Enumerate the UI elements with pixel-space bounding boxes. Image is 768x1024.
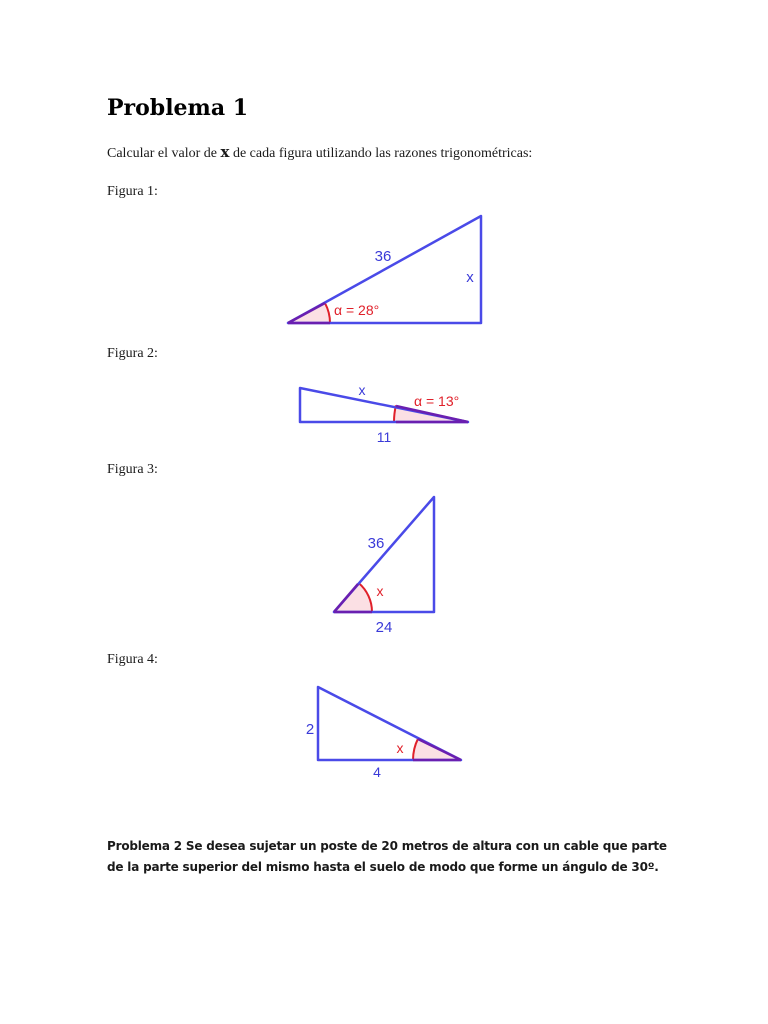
figure2-triangle	[290, 380, 480, 450]
figure4-triangle	[296, 678, 472, 782]
figure1-triangle	[270, 205, 500, 335]
figure3-angle-label: x	[376, 583, 384, 599]
figure3-base-label: 24	[375, 619, 393, 636]
problem1-title: Problema 1	[107, 95, 249, 121]
figure1-side-label: x	[466, 269, 474, 286]
problem2-statement: Problema 2 Se desea sujetar un poste de 20 metros de altura con un cable que parte de la parte superior del mismo hasta el suelo de modo que forme un ángulo de 30º.	[107, 839, 667, 874]
figure4-base-label: 4	[373, 764, 381, 780]
intro-text-before: Calcular el valor de	[107, 146, 221, 161]
figure4-side-label: 2	[305, 721, 315, 738]
figure1-hypotenuse-label: 36	[374, 248, 392, 265]
problem1-intro	[107, 143, 532, 163]
figure4-angle-label: x	[396, 740, 404, 756]
figure2-base-label: 11	[376, 429, 392, 445]
intro-variable: x	[220, 143, 230, 161]
figure3-angle-sector	[334, 583, 372, 612]
figure1-angle-label: α = 28°	[334, 302, 380, 318]
figure2-hypotenuse-label: x	[358, 382, 366, 398]
figure3-triangle	[320, 488, 450, 638]
figure4-label: Figura 4:	[107, 652, 158, 667]
figure3-hypotenuse-label: 36	[367, 535, 385, 552]
figure2-label: Figura 2:	[107, 346, 158, 361]
figure2-angle-label: α = 13°	[414, 393, 460, 409]
figure3-label: Figura 3:	[107, 462, 158, 477]
figure1-label: Figura 1:	[107, 184, 158, 199]
intro-text-after: de cada figura utilizando las razones trigonométricas:	[229, 146, 533, 161]
